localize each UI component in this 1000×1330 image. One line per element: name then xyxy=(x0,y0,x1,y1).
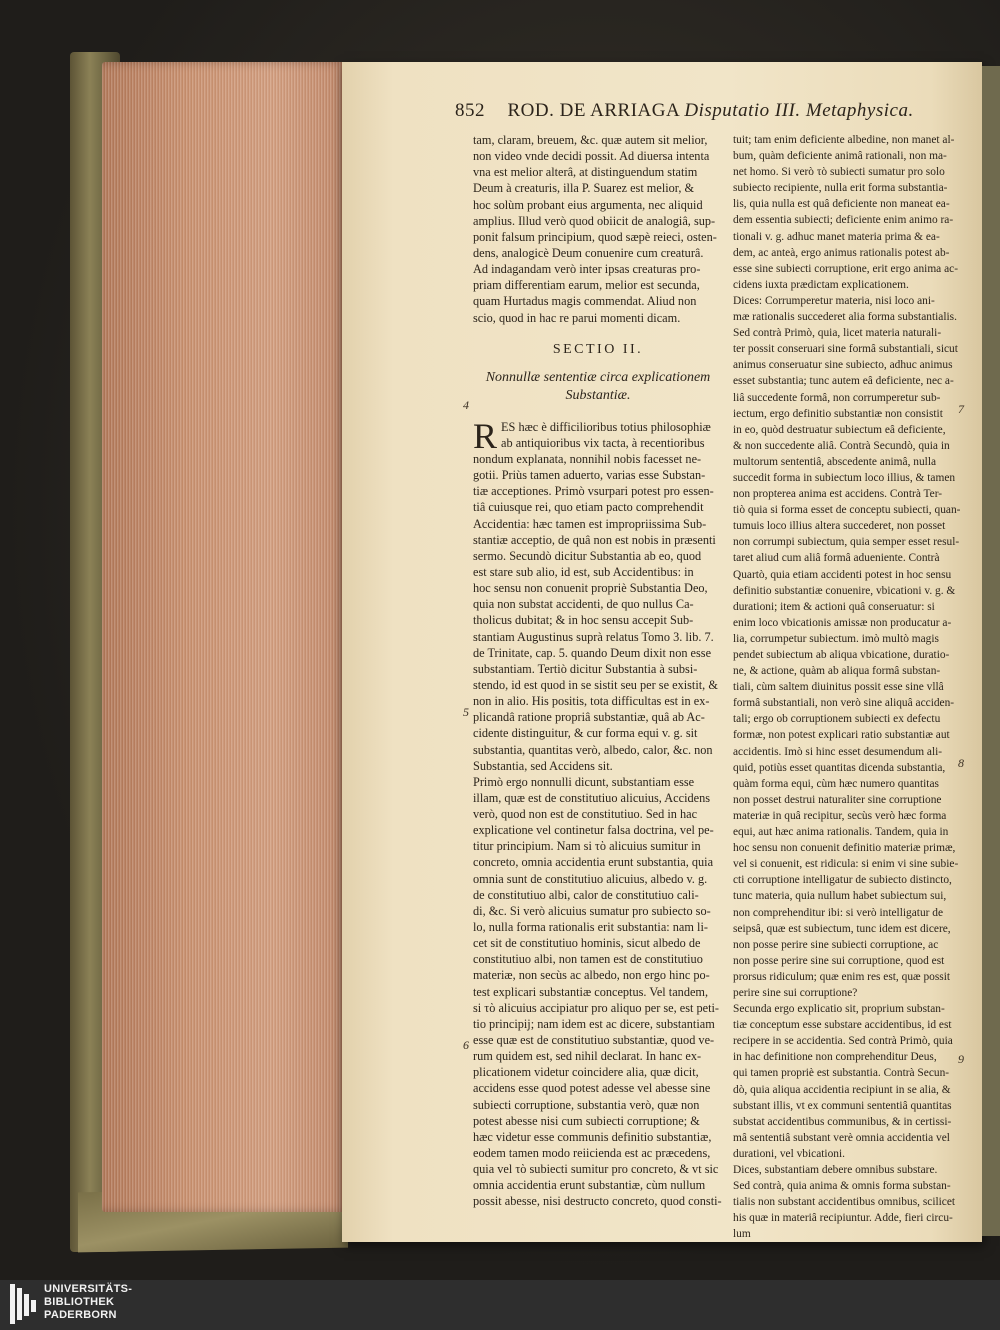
library-logo-icon xyxy=(10,1284,36,1324)
library-name xyxy=(44,1283,132,1322)
text-line: quia vel τὸ subiecti sumitur pro concreto, & vt sic xyxy=(473,1162,719,1177)
text-line: substantiam. Tertiò dicitur Substantia à subsi- xyxy=(473,661,698,676)
text-line: recipere in se accidentia. Sed contrà Primò, quia xyxy=(733,1035,953,1048)
text-line: bum, quàm deficiente animâ rationali, non ma- xyxy=(733,150,947,163)
text-line: enim loco vbicationis amissæ non producatur a- xyxy=(733,616,952,629)
text-line: quid, potiùs esset quantitas dicenda substantia, xyxy=(733,761,946,774)
section-subtitle-line-2: Substantiæ. xyxy=(565,387,631,403)
library-footer-bar xyxy=(0,1280,1000,1330)
text-line: durationi, vel vbicationi. xyxy=(733,1147,845,1160)
text-line: tiò quia si forma esset de conceptu subiecti, quan- xyxy=(733,504,961,517)
text-line: stantiam Augustinus suprà relatus Tomo 3. lib. 7. xyxy=(473,629,714,644)
text-line: materiæ in quâ recipitur, secùs verò hæc forma xyxy=(733,809,947,822)
text-line: si τὸ alicuius accipiatur pro aliquo per se, est peti- xyxy=(473,1000,720,1015)
text-line: Substantia, sed Accidens sit. xyxy=(473,758,613,773)
text-line: animus conseruatur sine subiecto, adhuc animus xyxy=(733,359,953,372)
text-line: substat accidentibus communibus, & in certissi- xyxy=(733,1115,952,1128)
page-fore-edge xyxy=(102,62,347,1212)
text-line: tunc materia, quia nullum habet subiectum sui, xyxy=(733,890,947,903)
text-line: cti corruptione intelligatur de subiecto distincto, xyxy=(733,874,952,887)
text-line: ter possit conseruari sine formâ substantiali, sicut xyxy=(733,343,958,356)
margin-number-6: 6 xyxy=(463,1038,469,1052)
text-line: definitio substantiæ conuenire, vbicationi v. g. & xyxy=(733,584,956,597)
paragraph-4 xyxy=(473,415,723,774)
text-line: cidens iuxta prædictam explicationem. xyxy=(733,278,909,291)
text-line: plicationem videtur coincidere alia, quæ dicit, xyxy=(473,1065,699,1080)
text-line: non propterea anima est accidens. Contrà Ter- xyxy=(733,488,943,501)
text-line: Quartò, quia etiam accidenti potest in hoc sensu xyxy=(733,568,952,581)
text-line: non in alio. His positis, tota difficultas est in ex- xyxy=(473,694,710,709)
text-line: formæ, non potest explicari ratio substantiæ aut xyxy=(733,729,950,742)
text-line: amplius. Illud verò quod obiicit de analogiâ, sup- xyxy=(473,213,716,228)
text-line: cidente distinguitur, & cur forma equi v. g. sit xyxy=(473,726,698,741)
text-line: possit abesse, nisi destructo concreto, quod consti- xyxy=(473,1194,722,1209)
text-line: hæc videtur esse communis definitio substantiæ, xyxy=(473,1129,712,1144)
text-line: tio principij; nam idem est ac dicere, substantiam xyxy=(473,1016,715,1031)
text-line: explicatione vel continetur falsa doctrina, vel pe- xyxy=(473,823,714,838)
text-line: ponit falsum principium, quod sæpè reieci, osten- xyxy=(473,229,717,244)
text-line: de constitutiuo albi, calor de constitutiuo cali- xyxy=(473,887,699,902)
text-line: net homo. Si verò τὸ subiecti sumatur pro solo xyxy=(733,166,945,179)
text-line: accidentis. Imò si hinc esset desumendum ali- xyxy=(733,745,943,758)
text-line: perire sine sui corruptione? xyxy=(733,986,858,999)
text-line: sermo. Secundò dicitur Substantia ab eo, quod xyxy=(473,548,702,563)
text-line: in hac definitione non comprehenditur Deus, xyxy=(733,1051,937,1064)
text-line: Accidentia: hæc tamen est impropriissima Sub- xyxy=(473,516,707,531)
margin-number-5: 5 xyxy=(463,705,469,719)
text-line: concreto, omnia accidentia erunt substantia, quia xyxy=(473,855,714,870)
text-line: non posse perire sine subiecti corruptione, ac xyxy=(733,938,939,951)
text-line: tam, claram, breuem, &c. quæ autem sit melior, xyxy=(473,133,708,147)
text-line: subiecti corruptione, substantia verò, quæ non xyxy=(473,1097,700,1112)
text-line: quàm forma equi, cùm hæc numero quantitas xyxy=(733,777,939,790)
library-name-line-3: PADERBORN xyxy=(44,1309,117,1321)
intro-paragraph xyxy=(473,132,723,326)
drop-cap: R xyxy=(473,415,498,456)
margin-number-8: 8 xyxy=(958,756,964,770)
text-line: di, &c. Si verò alicuius sumatur pro subiecto so- xyxy=(473,903,711,918)
text-line: constitutiuo albi, non tamen est de constitutiuo xyxy=(473,952,703,967)
text-line: ab antiquioribus vix tacta, à recentioribus xyxy=(501,435,705,450)
text-line: tali; ergo ob corruptionem subiecti ex defectu xyxy=(733,713,941,726)
text-line: quam Hurtadus magis commendat. Aliud non xyxy=(473,294,697,309)
left-text-column xyxy=(473,132,723,1210)
text-line: subiecto recipiente, nulla erit forma substantia- xyxy=(733,182,948,195)
margin-number-7: 7 xyxy=(958,402,964,416)
text-line: liâ succedente formâ, non corrumperetur sub- xyxy=(733,391,941,404)
text-line: tholicus dubitat; & in hoc sensu accepit Sub- xyxy=(473,613,694,628)
text-line: tionali v. g. adhuc manet materia prima & ea- xyxy=(733,230,940,243)
text-line: potest abesse nisi cum subiecti corruptione; & xyxy=(473,1113,700,1128)
text-line: tialis non substant accidentibus omnibus, scilicet xyxy=(733,1196,956,1209)
text-line: Dices, substantiam debere omnibus substare. xyxy=(733,1164,938,1176)
text-line: Sed contrà, quia anima & omnis forma substan- xyxy=(733,1180,951,1193)
text-line: mâ sententiâ substant verè omnia accidentia vel xyxy=(733,1131,950,1144)
text-line: substant illis, vt ex communi sententiâ quantitas xyxy=(733,1099,952,1112)
text-line: omnia accidentia erunt substantiæ, cùm nullum xyxy=(473,1178,706,1193)
text-line: quia non substat accidenti, de quo nullus Ca- xyxy=(473,597,694,612)
text-line: tumuis loco illius altera succederet, non posset xyxy=(733,520,946,533)
page-number: 852 xyxy=(455,100,485,121)
text-line: tiæ conceptum esse substare accidentibus, id est xyxy=(733,1019,952,1032)
running-header xyxy=(455,100,975,130)
text-line: Ad indagandam verò inter ipsas creaturas pro- xyxy=(473,262,701,277)
text-line: multorum sententiâ, abscedente animâ, nulla xyxy=(733,455,937,468)
header-subject: Metaphysica. xyxy=(805,100,914,121)
text-line: qui tamen propriè est substantia. Contrà Secun- xyxy=(733,1067,950,1080)
text-line: cet sit de constitutiuo hominis, sicut albedo de xyxy=(473,936,701,951)
text-line: his quæ in materiâ recipiuntur. Adde, fieri circu- xyxy=(733,1212,953,1225)
text-line: seipsâ, quæ est subiectum, tunc idem est dicere, xyxy=(733,922,951,935)
text-line: lia, corrumpetur subiectum. imò multò magis xyxy=(733,632,939,645)
text-line: esse quæ est de constitutiuo substantiæ, quod ve- xyxy=(473,1033,715,1048)
text-line: prorsus ridiculum; quæ enim res est, quæ possit xyxy=(733,970,951,983)
library-name-line-1: UNIVERSITÄTS- xyxy=(44,1283,133,1295)
text-line: lo, nulla forma rationalis erit substantia: nam li- xyxy=(473,920,708,935)
text-line: dem essentia subiecti; deficiente enim animo ra- xyxy=(733,214,954,227)
text-line: hoc sensu non conuenit definitio materiæ primæ, xyxy=(733,842,956,855)
text-line: omnia sunt de constitutiuo alicuius, albedo v. g. xyxy=(473,871,708,886)
text-line: non corrumpi subiectum, quia semper esset resul- xyxy=(733,536,960,549)
text-line: Deum à creaturis, illa P. Suarez est melior, & xyxy=(473,181,695,196)
text-line: plicandâ ratione propriâ substantiæ, quâ ab Ac- xyxy=(473,710,705,725)
text-line: Primò ergo nonnulli dicunt, substantiam esse xyxy=(473,774,695,789)
text-line: hoc solùm probant eius argumenta, nec aliquid xyxy=(473,197,703,212)
header-author: ROD. DE ARRIAGA xyxy=(507,100,680,121)
text-line: esse sine subiecti corruptione, erit ergo anima ac- xyxy=(733,262,958,275)
text-line: scio, quod in hac re parui momenti dicam. xyxy=(473,310,681,325)
text-line: rum quidem est, sed nihil declarat. In hanc ex- xyxy=(473,1049,702,1064)
text-line: succedit forma in subiectum loco illius, & tamen xyxy=(733,471,956,484)
text-line: ES hæc è difficilioribus totius philosophiæ xyxy=(501,419,711,434)
margin-number-4: 4 xyxy=(463,398,469,412)
text-line: eodem tamen modo reiicienda est ac præcedens, xyxy=(473,1146,711,1161)
text-line: non posset destrui naturaliter sine corruptione xyxy=(733,793,942,806)
text-line: durationi; item & actioni quâ conseruatur: si xyxy=(733,600,935,613)
text-line: lis, quia nulla est quâ deficiente non maneat ea- xyxy=(733,198,950,211)
header-disputatio: Disputatio III. xyxy=(684,100,801,121)
text-line: accidens esse quod potest adesse vel abesse sine xyxy=(473,1081,711,1096)
text-line: dem, ac anteà, ergo animus rationalis potest ab- xyxy=(733,246,950,259)
text-line: Dices: Corrumperetur materia, nisi loco ani- xyxy=(733,294,935,307)
margin-number-9: 9 xyxy=(958,1052,964,1066)
text-line: dò, quia aliqua accidentia recipiunt in se alia, & xyxy=(733,1083,951,1096)
text-line: equi, aut hæc anima rationalis. Tandem, quia in xyxy=(733,826,949,839)
text-line: gotii. Priùs tamen aduerto, varias esse Substan- xyxy=(473,468,706,483)
library-name-line-2: BIBLIOTHEK xyxy=(44,1296,115,1308)
text-line: nondum explanata, nonnihil nobis facesset ne- xyxy=(473,451,702,466)
text-line: materiæ, non secùs ac albedo, non ergo hinc po- xyxy=(473,968,710,983)
text-line: titur principium. Nam si τὸ alicuius sumitur in xyxy=(473,839,701,854)
section-title: SECTIO II. xyxy=(552,341,644,357)
text-line: iectum, ergo definitio substantiæ non consistit xyxy=(733,407,943,420)
text-line: Sed contrà Primò, quia, licet materia naturali- xyxy=(733,327,942,340)
text-line: stantiæ acceptio, de quâ non est nobis in præsenti xyxy=(473,532,716,547)
text-line: verò, quod non est de constitutiuo. Sed in hac xyxy=(473,807,698,822)
text-line: dens, analogicè Deum conuenire cum creaturâ. xyxy=(473,245,704,260)
text-line: priam differentiam earum, melior est secunda, xyxy=(473,278,700,293)
right-text-column xyxy=(733,132,965,1242)
text-line: non comprehenditur ibi: si verò intelligatur de xyxy=(733,906,944,919)
text-line: stendo, id est quod in se sistit seu per se existit, & xyxy=(473,677,718,692)
text-line: tuit; tam enim deficiente albedine, non manet al- xyxy=(733,134,955,146)
section-subtitle-line-1: Nonnullæ sententiæ circa explicationem xyxy=(485,369,711,385)
text-line: substantia, quantitas verò, albedo, calor, &c. non xyxy=(473,742,713,757)
text-line: tiali, cùm saltem diuinitus possit esse sine vllâ xyxy=(733,681,944,694)
facing-page-sliver xyxy=(982,66,1000,1236)
text-line: de Trinitate, cap. 5. quando Deum dixit non esse xyxy=(473,645,712,660)
text-line: mæ rationalis succederet alia forma substantialis. xyxy=(733,311,957,324)
paragraph-5 xyxy=(473,774,723,1210)
text-line: vna est melior alterâ, at distinguendum statim xyxy=(473,165,698,180)
text-line: lum xyxy=(733,1228,751,1241)
text-line: vel si conuenit, est ridicula: si enim vi sine subie- xyxy=(733,858,959,871)
text-line: taret aliud cum aliâ formâ adueniente. Contrà xyxy=(733,552,940,565)
text-line: pendet subiectum ab aliqua vbicatione, duratio- xyxy=(733,649,950,661)
text-line: formâ substantiali, non verò sine aliquâ acciden- xyxy=(733,697,955,710)
text-line: est stare sub alio, id est, sub Accidentibus: in xyxy=(473,564,694,579)
text-line: hoc sensu non conuenit propriè Substantia Deo, xyxy=(473,581,708,596)
text-line: tiæ acceptiones. Primò vsurpari potest pro essen- xyxy=(473,484,714,499)
text-line: & non succedente aliâ. Contrà Secundò, quia in xyxy=(733,439,950,452)
text-line: ne, & actione, quàm ab aliqua formâ substan- xyxy=(733,665,941,678)
text-line: esset substantia; tunc autem eâ deficiente, nec a- xyxy=(733,375,954,388)
text-line: tiâ cuiusque rei, quo etiam pacto comprehendit xyxy=(473,500,704,515)
text-line: non posse perire sine sui corruptione, quod est xyxy=(733,954,945,967)
text-line: non video vnde decidi possit. Ad diuersa intenta xyxy=(473,149,710,164)
text-line: illam, quæ est de constitutiuo alicuius, Accidens xyxy=(473,790,711,805)
text-line: test explicari substantiæ conceptus. Vel tandem, xyxy=(473,984,709,999)
text-line: Secunda ergo explicatio sit, proprium substan- xyxy=(733,1003,945,1016)
text-line: in eo, quòd destruatur subiectum eâ deficiente, xyxy=(733,423,946,436)
